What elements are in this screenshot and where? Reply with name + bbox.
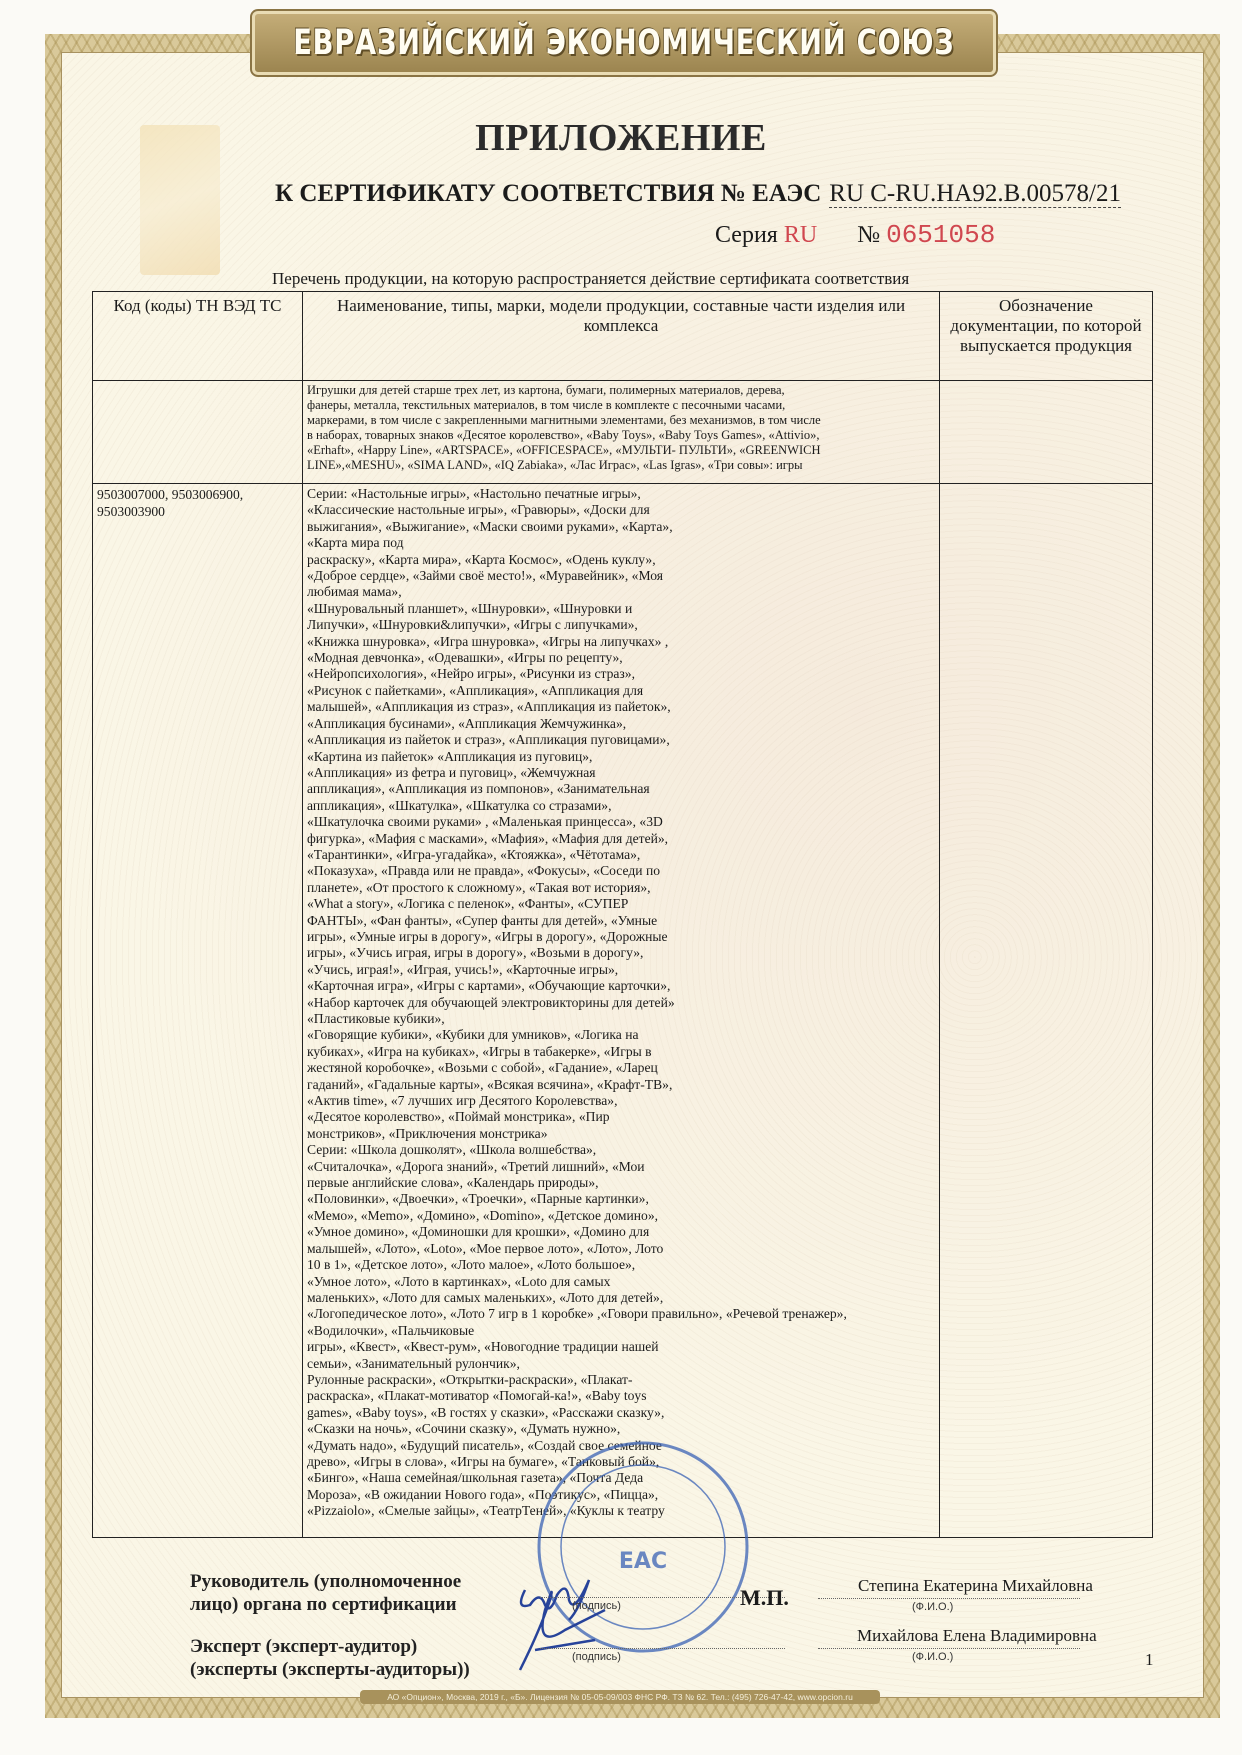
- signature-caption: (подпись): [572, 1600, 621, 1612]
- description-line: выжигания», «Выжигание», «Маски своими руками», «Карта»,: [307, 518, 673, 534]
- description-line: «Десятое королевство», «Поймай монстрика», «Пир: [307, 1109, 610, 1125]
- description-line: «Книжка шнуровка», «Игра шнуровка», «Игры на липучках» ,: [307, 633, 669, 649]
- description-line: «Шкатулочка своими руками» , «Маленькая принцесса», «3D: [307, 814, 663, 830]
- description-line: игры», «Учись играя, игры в дорогу», «Возьми в дорогу»,: [307, 945, 644, 961]
- description-line: кубиках», «Игра на кубиках», «Игры в табакерке», «Игры в: [307, 1043, 652, 1059]
- expert-label-line-2: (эксперты (эксперты-аудиторы)): [190, 1659, 470, 1680]
- number-value: 0651058: [886, 220, 996, 250]
- certificate-label: К СЕРТИФИКАТУ СООТВЕТСТВИЯ № ЕАЭС: [275, 180, 822, 207]
- description-line: Мороза», «В ожидании Нового года», «Поэтикус», «Пицца»,: [307, 1486, 659, 1502]
- description-line: гаданий», «Гадальные карты», «Всякая всячина», «Крафт-ТВ»,: [307, 1076, 673, 1092]
- header-name: Наименование, типы, марки, модели продукции, составные части изделия или комплекса: [303, 292, 940, 381]
- description-line: малышей», «Аппликация из страз», «Аппликация из пайеток»,: [307, 699, 671, 715]
- description-line: «Нейропсихология», «Нейро игры», «Рисунки из страз»,: [307, 666, 635, 682]
- description-line: «Половинки», «Двоечки», «Троечки», «Парные картинки»,: [307, 1191, 649, 1207]
- description-line: раскраску», «Карта мира», «Карта Космос», «Одень куклу»,: [307, 551, 656, 567]
- description-line: «Шнуровальный планшет», «Шнуровки», «Шнуровки и: [307, 600, 633, 616]
- description-line: Липучки», «Шнуровки&липучки», «Игры с липучками»,: [307, 617, 638, 633]
- head-label-line-2: лицо) органа по сертификации: [190, 1594, 457, 1615]
- description-line: малышей», «Лото», «Loto», «Мое первое лото», «Лото», Лото: [307, 1240, 664, 1256]
- description-line: «Аппликация» из фетра и пуговиц», «Жемчужная: [307, 764, 596, 780]
- description-line: «Рисунок с пайетками», «Аппликация», «Аппликация для: [307, 682, 644, 698]
- description-line: «Классические настольные игры», «Гравюры», «Доски для: [307, 502, 650, 518]
- list-caption: Перечень продукции, на которую распространяется действие сертификата соответствия: [272, 269, 910, 288]
- description-line: «Доброе сердце», «Займи своё место!», «Муравейник», «Моя: [307, 568, 664, 584]
- head-fio-line: [818, 1598, 1080, 1599]
- description-line: 10 в 1», «Детское лото», «Лото малое», «Лото большое»,: [307, 1257, 636, 1273]
- svg-text:ЕАС: ЕАС: [618, 1549, 668, 1574]
- description-line: монстриков», «Приключения монстрика»: [307, 1125, 548, 1141]
- signature-caption: (подпись): [572, 1651, 621, 1663]
- description-line: маленьких», «Лото для самых маленьких», «Лото для детей»,: [307, 1289, 664, 1305]
- product-description-cell: [303, 381, 940, 484]
- table-row: [93, 484, 1153, 1538]
- description-line: «Бинго», «Наша семейная/школьная газета», «Почта Деда: [307, 1470, 644, 1486]
- series-label: Серия: [715, 222, 778, 248]
- description-line: Серии: «Настольные игры», «Настольно печатные игры»,: [307, 486, 641, 501]
- description-line: в наборах, товарных знаков «Десятое королевство», «Baby Toys», «Baby Toys Games», «Attivio»,: [307, 428, 820, 442]
- description-line: «Умное домино», «Доминошки для крошки», «Домино для: [307, 1224, 650, 1240]
- description-line: «Карточная игра», «Игры с картами», «Обучающие карточки»,: [307, 978, 671, 994]
- series-line: [715, 220, 995, 250]
- description-line: games», «Baby toys», «В гостях у сказки», «Расскажи сказку»,: [307, 1404, 665, 1420]
- page-title: ПРИЛОЖЕНИЕ: [475, 117, 767, 159]
- description-line: планете», «От простого к сложному», «Такая вот история»,: [307, 879, 651, 895]
- header-docs: Обозначение документации, по которой выпускается продукция: [940, 292, 1153, 381]
- seal-place: М.П.: [740, 1585, 789, 1610]
- description-line: «Тарантинки», «Игра-угадайка», «Ктояжка», «Чётотама»,: [307, 846, 641, 862]
- description-line: «Erhaft», «Happy Line», «ARTSPACE», «OFFICESPACE», «МУЛЬТИ- ПУЛЬТИ», «GREENWICH: [307, 443, 821, 457]
- description-line: «What a story», «Логика с пеленок», «Фанты», «СУПЕР: [307, 896, 629, 912]
- description-line: любимая мама»,: [307, 584, 402, 600]
- description-line: жестяной коробочке», «Возьми с собой», «Гадание», «Ларец: [307, 1060, 658, 1076]
- certificate-number: RU С-RU.НА92.В.00578/21: [829, 180, 1121, 207]
- banner-text: ЕВРАЗИЙСКИЙ ЭКОНОМИЧЕСКИЙ СОЮЗ: [293, 23, 955, 63]
- head-label: [190, 1570, 461, 1616]
- union-banner: [252, 11, 996, 75]
- table-header-row: [93, 292, 1153, 381]
- certificate-line: [275, 180, 1121, 208]
- expert-label: [190, 1635, 470, 1681]
- description-line: игры», «Умные игры в дорогу», «Игры в дорогу», «Дорожные: [307, 928, 668, 944]
- description-line: «Умное лото», «Лото в картинках», «Loto для самых: [307, 1273, 611, 1289]
- description-line: «Аппликация бусинами», «Аппликация Жемчужинка»,: [307, 715, 627, 731]
- description-line: «Аппликация из пайеток и страз», «Аппликация пуговицами»,: [307, 732, 670, 748]
- description-line: «Пластиковые кубики»,: [307, 1011, 445, 1026]
- product-series-cell: [303, 484, 940, 1538]
- description-line: первые английские слова», «Календарь природы»,: [307, 1175, 599, 1191]
- description-line: ФАНТЫ», «Фан фанты», «Супер фанты для детей», «Умные: [307, 912, 658, 928]
- fio-caption: (Ф.И.О.): [912, 1601, 954, 1613]
- page-number: 1: [1145, 1650, 1154, 1669]
- description-line: Серии: «Школа дошколят», «Школа волшебства»,: [307, 1142, 597, 1158]
- expert-fio-line: [818, 1648, 1080, 1649]
- description-line: семьи», «Занимательный рулончик»,: [307, 1355, 520, 1371]
- expert-signature-line: [540, 1648, 785, 1649]
- description-line: игры», «Квест», «Квест-рум», «Новогодние традиции нашей: [307, 1339, 659, 1355]
- description-line: «Логопедическое лото», «Лото 7 игр в 1 коробке» ,«Говори правильно», «Речевой тренажер»,: [307, 1306, 847, 1322]
- description-line: раскраска», «Плакат-мотиватор «Помогай-ка!», «Baby toys: [307, 1388, 647, 1404]
- expert-label-line-1: Эксперт (эксперт-аудитор): [190, 1636, 418, 1657]
- product-table: [92, 291, 1153, 1538]
- description-line: «Картина из пайеток» «Аппликация из пуговиц»,: [307, 748, 593, 764]
- description-line: «Мемо», «Memo», «Домино», «Domino», «Детское домино»,: [307, 1207, 659, 1223]
- code-cell: 9503007000, 9503006900, 9503003900: [93, 484, 303, 1538]
- description-line: «Говорящие кубики», «Кубики для умников», «Логика на: [307, 1027, 639, 1043]
- header-code: Код (коды) ТН ВЭД ТС: [93, 292, 303, 381]
- printer-footer: АО «Опцион», Москва, 2019 г., «Б». Лицензия № 05-05-09/003 ФНС РФ. ТЗ № 62. Тел.: (495) 726-47-42, www.opcion.ru: [360, 1690, 880, 1704]
- description-line: «Набор карточек для обучающей электровикторины для детей»: [307, 994, 675, 1010]
- description-line: фанеры, металла, текстильных материалов, в том числе в комплекте с песочными часами,: [307, 398, 786, 412]
- series-value: RU: [783, 222, 818, 248]
- table-row: [93, 381, 1153, 484]
- description-line: «Pizzaiolo», «Смелые зайцы», «ТеатрТеней», «Куклы к театру: [307, 1503, 665, 1519]
- docs-cell: [940, 484, 1153, 1538]
- description-line: Рулонные раскраски», «Открытки-раскраски», «Плакат-: [307, 1371, 633, 1387]
- description-line: фигурка», «Мафия с масками», «Мафия», «Мафия для детей»,: [307, 830, 669, 846]
- head-name: Степина Екатерина Михайловна: [858, 1576, 1093, 1595]
- description-line: аппликация», «Аппликация из помпонов», «Занимательная: [307, 781, 650, 797]
- expert-name: Михайлова Елена Владимировна: [857, 1626, 1097, 1645]
- docs-cell: [940, 381, 1153, 484]
- description-line: маркерами, в том числе с закрепленными магнитными элементами, без механизмов, в том числе: [307, 413, 821, 427]
- description-line: «Показуха», «Правда или не правда», «Фокусы», «Соседи по: [307, 863, 661, 879]
- description-line: «Учись, играя!», «Играя, учись!», «Карточные игры»,: [307, 961, 619, 977]
- description-line: «Актив time», «7 лучших игр Десятого Королевства»,: [307, 1093, 618, 1109]
- description-line: Игрушки для детей старше трех лет, из картона, бумаги, полимерных материалов, дерева,: [307, 383, 785, 397]
- description-line: «Думать надо», «Будущий писатель», «Создай свое семейное: [307, 1437, 662, 1453]
- description-line: «Модная девчонка», «Одевашки», «Игры по рецепту»,: [307, 650, 623, 666]
- description-line: «Сказки на ночь», «Сочини сказку», «Думать нужно»,: [307, 1421, 621, 1437]
- description-line: аппликация», «Шкатулка», «Шкатулка со стразами»,: [307, 797, 612, 813]
- description-line: «Считалочка», «Дорога знаний», «Третий лишний», «Мои: [307, 1158, 645, 1174]
- head-label-line-1: Руководитель (уполномоченное: [190, 1571, 462, 1592]
- description-line: древо», «Игры в слова», «Игры на бумаге», «Танковый бой»,: [307, 1453, 660, 1469]
- fio-caption: (Ф.И.О.): [912, 1651, 954, 1663]
- code-cell: [93, 381, 303, 484]
- description-line: LINE»,«MESHU», «SIMA LAND», «IQ Zabiaka», «Лас Играс», «Las Igras», «Три совы»: игры: [307, 458, 803, 472]
- description-line: «Карта мира под: [307, 535, 404, 551]
- number-label: №: [857, 222, 881, 248]
- description-line: «Водилочки», «Пальчиковые: [307, 1322, 475, 1338]
